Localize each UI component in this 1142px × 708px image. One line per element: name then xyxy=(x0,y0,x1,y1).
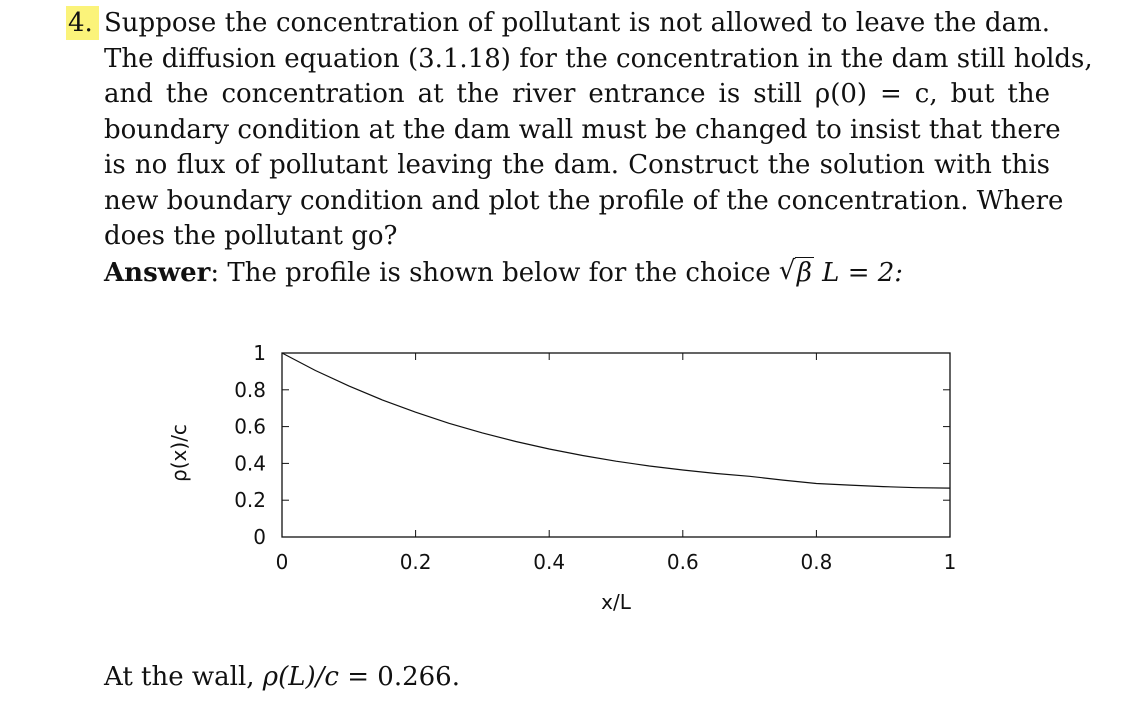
chart-svg xyxy=(150,330,980,620)
x-tick-label: 0.2 xyxy=(399,550,432,574)
wall-expr: ρ(L)/c xyxy=(262,662,339,692)
x-tick-label: 0 xyxy=(275,550,289,574)
problem-line: is no flux of pollutant leaving the dam. Construct the solution with this xyxy=(104,150,1050,180)
answer-text: : The profile is shown below for the choice xyxy=(210,258,779,288)
sqrt-beta xyxy=(779,256,814,291)
x-tick-label: 0.4 xyxy=(533,550,566,574)
answer-line xyxy=(104,256,903,291)
x-tick-label: 0.6 xyxy=(666,550,699,574)
answer-label: Answer xyxy=(104,258,211,288)
problem-line: Suppose the concentration of pollutant is not allowed to leave the dam. xyxy=(104,8,1050,38)
problem-line: boundary condition at the dam wall must be changed to insist that there xyxy=(104,114,1061,145)
wall-text: At the wall, xyxy=(104,662,263,692)
problem-line: new boundary condition and plot the profile of the concentration. Where xyxy=(104,185,1064,216)
y-tick-label: 0.6 xyxy=(234,414,266,439)
answer-text-after: L = 2: xyxy=(813,258,904,288)
y-tick-label: 0.2 xyxy=(234,488,266,513)
problem-number-text: 4. xyxy=(68,8,93,38)
problem-line: The diffusion equation (3.1.18) for the concentration in the dam still holds, xyxy=(104,43,1093,74)
concentration-profile-line xyxy=(282,353,950,488)
problem-line: and the concentration at the river entrance is still ρ(0) = c, but the xyxy=(104,79,1050,109)
wall-line xyxy=(104,660,460,695)
y-tick-label: 1 xyxy=(253,341,266,365)
y-tick-label: 0 xyxy=(253,525,266,549)
x-axis-label: x/L xyxy=(601,590,631,614)
x-tick-label: 1 xyxy=(943,550,957,574)
problem-number xyxy=(66,6,99,40)
problem-line: does the pollutant go? xyxy=(104,221,398,251)
y-tick-label: 0.8 xyxy=(234,377,266,402)
x-tick-label: 0.8 xyxy=(800,550,833,574)
sqrt-radicand: β xyxy=(796,258,812,288)
problem-statement xyxy=(104,6,1093,255)
wall-value: = 0.266. xyxy=(338,662,460,692)
profile-chart xyxy=(150,330,980,624)
y-tick-label: 0.4 xyxy=(234,451,266,476)
y-axis-label: ρ(x)/c xyxy=(167,424,191,482)
plot-frame xyxy=(282,353,950,537)
